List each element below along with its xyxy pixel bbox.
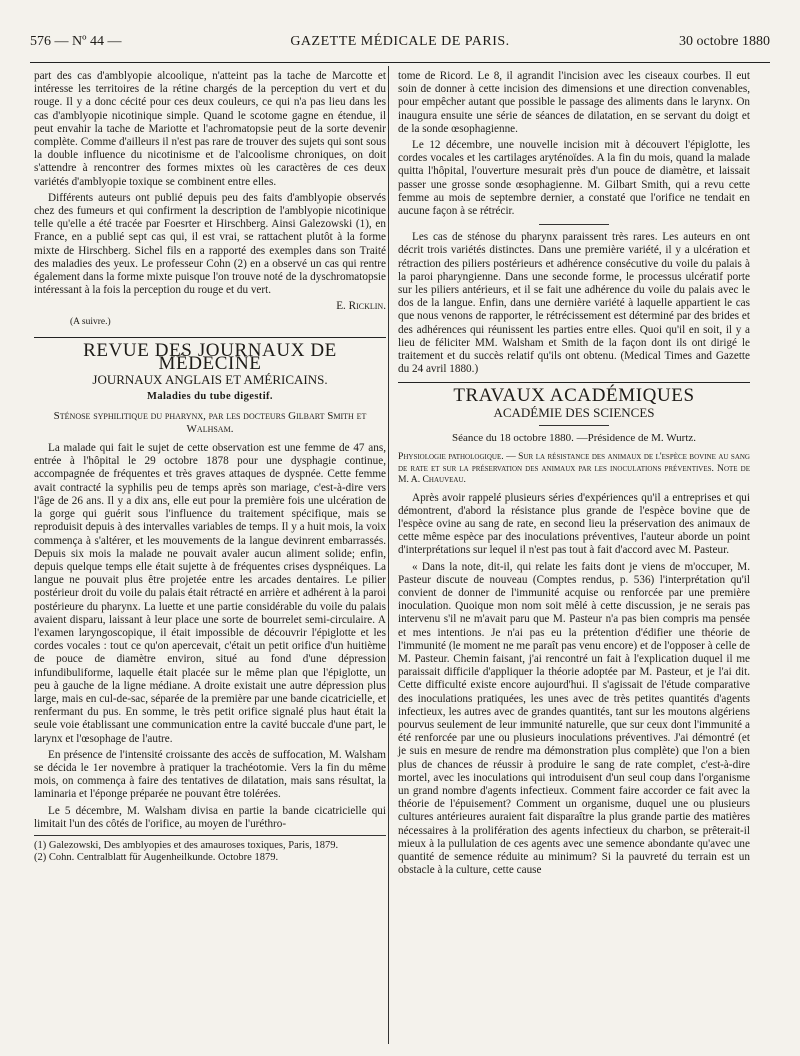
- issue-date: 30 octobre 1880: [679, 34, 770, 49]
- article-title: Sténose syphilitique du pharynx, par les docteurs Gilbart Smith et Walhsam.: [53, 409, 367, 435]
- academie-title: ACADÉMIE DES SCIENCES: [493, 404, 655, 420]
- paragraph: Les cas de sténose du pharynx paraissent très rares. Les auteurs en ont décrit trois variétés distinctes. Dans une première variété, il y a ulcération et rétraction des piliers postérieurs et adhérence consécutive du voile du palais à la paroi pharyngienne. Dans une seconde forme, le processus ulcératif porte sur les piliers antérieurs, et il se fait une adhérence du voile du palais avec le dos de la langue. Enfin, dans une dernière variété à laquelle appartient le cas que nous venons de rapporter, le rétrécissement est déterminé par des brides et des adhérences qui réunissent les parties entre elles. Quoi qu'il en soit, il y a lieu de féliciter MM. Walsham et Smith de la façon dont ils ont dirigé le traitement et du succès relatif qu'ils ont obtenu. (Medical Times and Gazette du 24 avril 1880.): [398, 231, 750, 376]
- paragraph: En présence de l'intensité croissante des accès de suffocation, M. Walsham se décida le 1er novembre à pratiquer la trachéotomie. Vers la fin du même mois, on commença à faire des tentatives de dilatation, mais sans résultat, la laminaria et l'éponge préparée ne pouvant être tolérées.: [34, 748, 386, 801]
- paragraph: Le 5 décembre, M. Walsham divisa en partie la bande cicatricielle qui limitait l'un des côtés de l'orifice, au moyen de l'uréthro-: [34, 804, 386, 830]
- to-be-continued: (A suivre.): [70, 316, 111, 327]
- paragraph: part des cas d'amblyopie alcoolique, n'atteint pas la tache de Marcotte et intéresse les territoires de la rétine chargés de la perception du vert et du rouge. Il y a donc cécité pour ces deux couleurs, ce qui n'a pas lieu dans les cas d'amblyopie nicotinique simple. Quand le scotome gagne en étendue, il peut envahir la tache de Mariotte et l'achromatopsie peut de la sorte devenir complète. Comme d'ailleurs il n'est pas rare de trouver des sujets qui sont sous la double influence du nicotinisme et de l'alcoolisme chroniques, on doit s'attendre à rencontrer des formes mixtes où les caractères de ces deux variétés d'amblyopie toxique se combinent entre elles.: [34, 70, 386, 188]
- footnote: (1) Galezowski, Des amblyopies et des amauroses toxiques, Paris, 1879.: [34, 839, 339, 851]
- header-rule: [30, 62, 770, 63]
- short-rule: [539, 224, 609, 225]
- section-rule: [34, 337, 386, 338]
- revue-subtitle: JOURNAUX ANGLAIS ET AMÉRICAINS.: [92, 372, 328, 388]
- footnote: (2) Cohn. Centralblatt für Augenheilkunde. Octobre 1879.: [34, 851, 279, 863]
- left-column: [34, 70, 386, 864]
- journal-title: GAZETTE MÉDICALE DE PARIS.: [290, 34, 510, 49]
- paragraph: Le 12 décembre, une nouvelle incision mit à découvert l'épiglotte, les cordes vocales et les cartilages aryténoïdes. A la fin du mois, quand la malade quitta l'hôpital, l'ouverture mesurait près d'un pouce de diamètre, et laissait passer une grosse sonde œsophagienne. M. Gilbart Smith, qui a revu cette femme au mois de septembre dernier, a constaté que l'orifice ne tendait en aucune façon à se rétrécir.: [398, 139, 750, 218]
- paragraph: Après avoir rappelé plusieurs séries d'expériences qu'il a entreprises et qui démontrent, d'abord la résistance plus grande de l'espèce bovine que de l'espèce ovine au sang de rate, en second lieu la préservation des animaux de cette même espèce par des inoculations préventives, l'auteur aborde un point d'interprétations sur lequel il n'est pas tout à fait d'accord avec M. Pasteur.: [398, 491, 750, 557]
- seance-line: Séance du 18 octobre 1880. —Présidence de M. Wurtz.: [451, 431, 697, 444]
- right-column: [398, 70, 750, 880]
- author-signature: E. Ricklin.: [336, 300, 386, 313]
- paragraph: La malade qui fait le sujet de cette observation est une femme de 47 ans, entrée à l'hôpital le 29 octobre 1878 pour une dysphagie continue, accompagnée de fréquentes et très graves attaques de dyspnée. Cette femme avait contracté la syphilis peu de temps après son mariage, c'est-à-dire vers l'âge de 26 ans. Il y a dix ans, elle eut pour la première fois une ulcération de la gorge qui guérit sous l'influence du traitement spécifique, mais se reproduisit depuis à des intervalles variables de temps. Il y a huit mois, la voix commença à s'altérer, et les mouvements de la langue devinrent embarrassés. Depuis six mois la malade ne pouvait avaler aucun aliment solide; enfin, depuis quelque temps elle était sujette à de fréquentes crises dyspnéiques. La langue ne pouvait plus être projetée entre les arcades dentaires. Le pilier postérieur droit du voile du palais était rétracté en arrière et adhérent à la paroi postérieure du pharynx. La luette et une partie considérable du voile du palais avaient disparu, laissant à leur place une sorte de bourrelet semi-circulaire. A l'examen laryngoscopique, il était impossible de découvrir l'épiglotte et les cordes vocales : tout ce qu'on apercevait, c'était un petit orifice d'un huitième de pouce de diamètre environ, situé au fond d'une dépression infundibuliforme, laquelle était placée sur le même plan que l'épiglotte, un peu à gauche de la ligne médiane. A droite existait une autre dépression plus large, mais en cul-de-sac, séparée de la première par une bande cicatricielle, et renfermant du pus. En somme, le très petit orifice signalé plus haut était la seule voie établissant une communication entre la cavité buccale d'une part, le larynx et l'œsophage de l'autre.: [34, 442, 386, 745]
- column-divider: [388, 66, 389, 1044]
- paragraph: Différents auteurs ont publié depuis peu des faits d'amblyopie observés chez des fumeurs et qui confirment la description de l'amblyopie nicotinique telle qu'elle a été tracée par Foesrter et Hirschberg. Ainsi Galezowski (1), en France, en a publié sept cas qui, il est vrai, se rattachent plutôt à la forme mixte de Hirschberg. Sichel fils en a rapporté des exemples dans son Traité des maladies des yeux. Le professeur Cohn (2) en a observé un cas qui rentre également dans la forme mixte puisque l'on trouve noté de la dyschromatopsie intéressant à la fois la perception du rouge et du vert.: [34, 191, 386, 297]
- physiologie-heading: Physiologie pathologique. — Sur la résistance des animaux de l'espèce bovine au sang de rate et sur la préservation des animaux par les inoculations préventives. Note de M. A. Chauveau.: [398, 451, 750, 486]
- section-rule: [398, 382, 750, 383]
- page-header: [30, 34, 770, 56]
- footnotes: [34, 835, 386, 864]
- paragraph: « Dans la note, dit-il, qui relate les faits dont je viens de m'occuper, M. Pasteur discute de nouveau (Comptes rendus, p. 536) l'interprétation qu'il convient de donner de l'immunité acquise ou renforcée par une première inoculation. Quoique mon nom soit mêlé à cette discussion, je ne serais pas intervenu s'il ne m'avait paru que M. Pasteur n'a pas bien compris ma pensée et mes intentions. Je n'ai pas eu la prétention d'édifier une théorie de l'immunité (le moment ne me paraît pas venu encore) et de l'opposer à celle de M. Pasteur. Chemin faisant, j'ai rencontré un fait à l'explication duquel il me paraissait difficile d'appliquer la théorie adoptée par M. Pasteur, et je l'ai dit. Cette difficulté existe encore aujourd'hui. Il s'agissait de l'étude comparative des inoculations pratiquées, les unes avec de très petites quantités d'agents infectieux, les autres avec de grandes quantités, tant sur les moutons algériens pourvus seulement de leur immunité naturelle, que sur ceux dont l'immunité a été renforcée par une ou plusieurs inoculations préventives. J'ai démontré (et je suis en mesure de rendre ma démonstration plus complète) que l'on a bien plus de chances de réussir à produire le sang de rate complet, c'est-à-dire mortel, avec les inoculations qui introduisent d'un seul coup dans l'organisme un grand nombre d'agents infectieux. Comment faire accorder ce fait avec la théorie de l'épuisement? Comment un organisme, duquel une ou plusieurs cultures antérieures auraient fait disparaître la plus grande partie des matières nécessaires à la prolifération des agents infectieux du charbon, se prêterait-il mieux à la pullulation de ces agents avec une semence abondante qu'avec une quantité de semence réduite au minimum? Si la pauvreté du terrain est un obstacle à la culture, cette cause: [398, 560, 750, 877]
- revue-title: REVUE DES JOURNAUX DE MÉDECINE: [83, 339, 337, 375]
- short-rule: [539, 425, 609, 426]
- revue-rubric: Maladies du tube digestif.: [147, 391, 273, 403]
- paragraph: tome de Ricord. Le 8, il agrandit l'incision avec les ciseaux courbes. Il eut soin de donner à cette incision des dimensions et une direction convenables, pour empêcher autant que possible le passage des aliments dans le larynx. On inaugura ensuite une série de séances de dilatation, en se servant du doigt et de la sonde œsophagienne.: [398, 70, 750, 135]
- page-number: 576 — Nº 44 —: [30, 34, 122, 49]
- travaux-title: TRAVAUX ACADÉMIQUES: [453, 385, 695, 407]
